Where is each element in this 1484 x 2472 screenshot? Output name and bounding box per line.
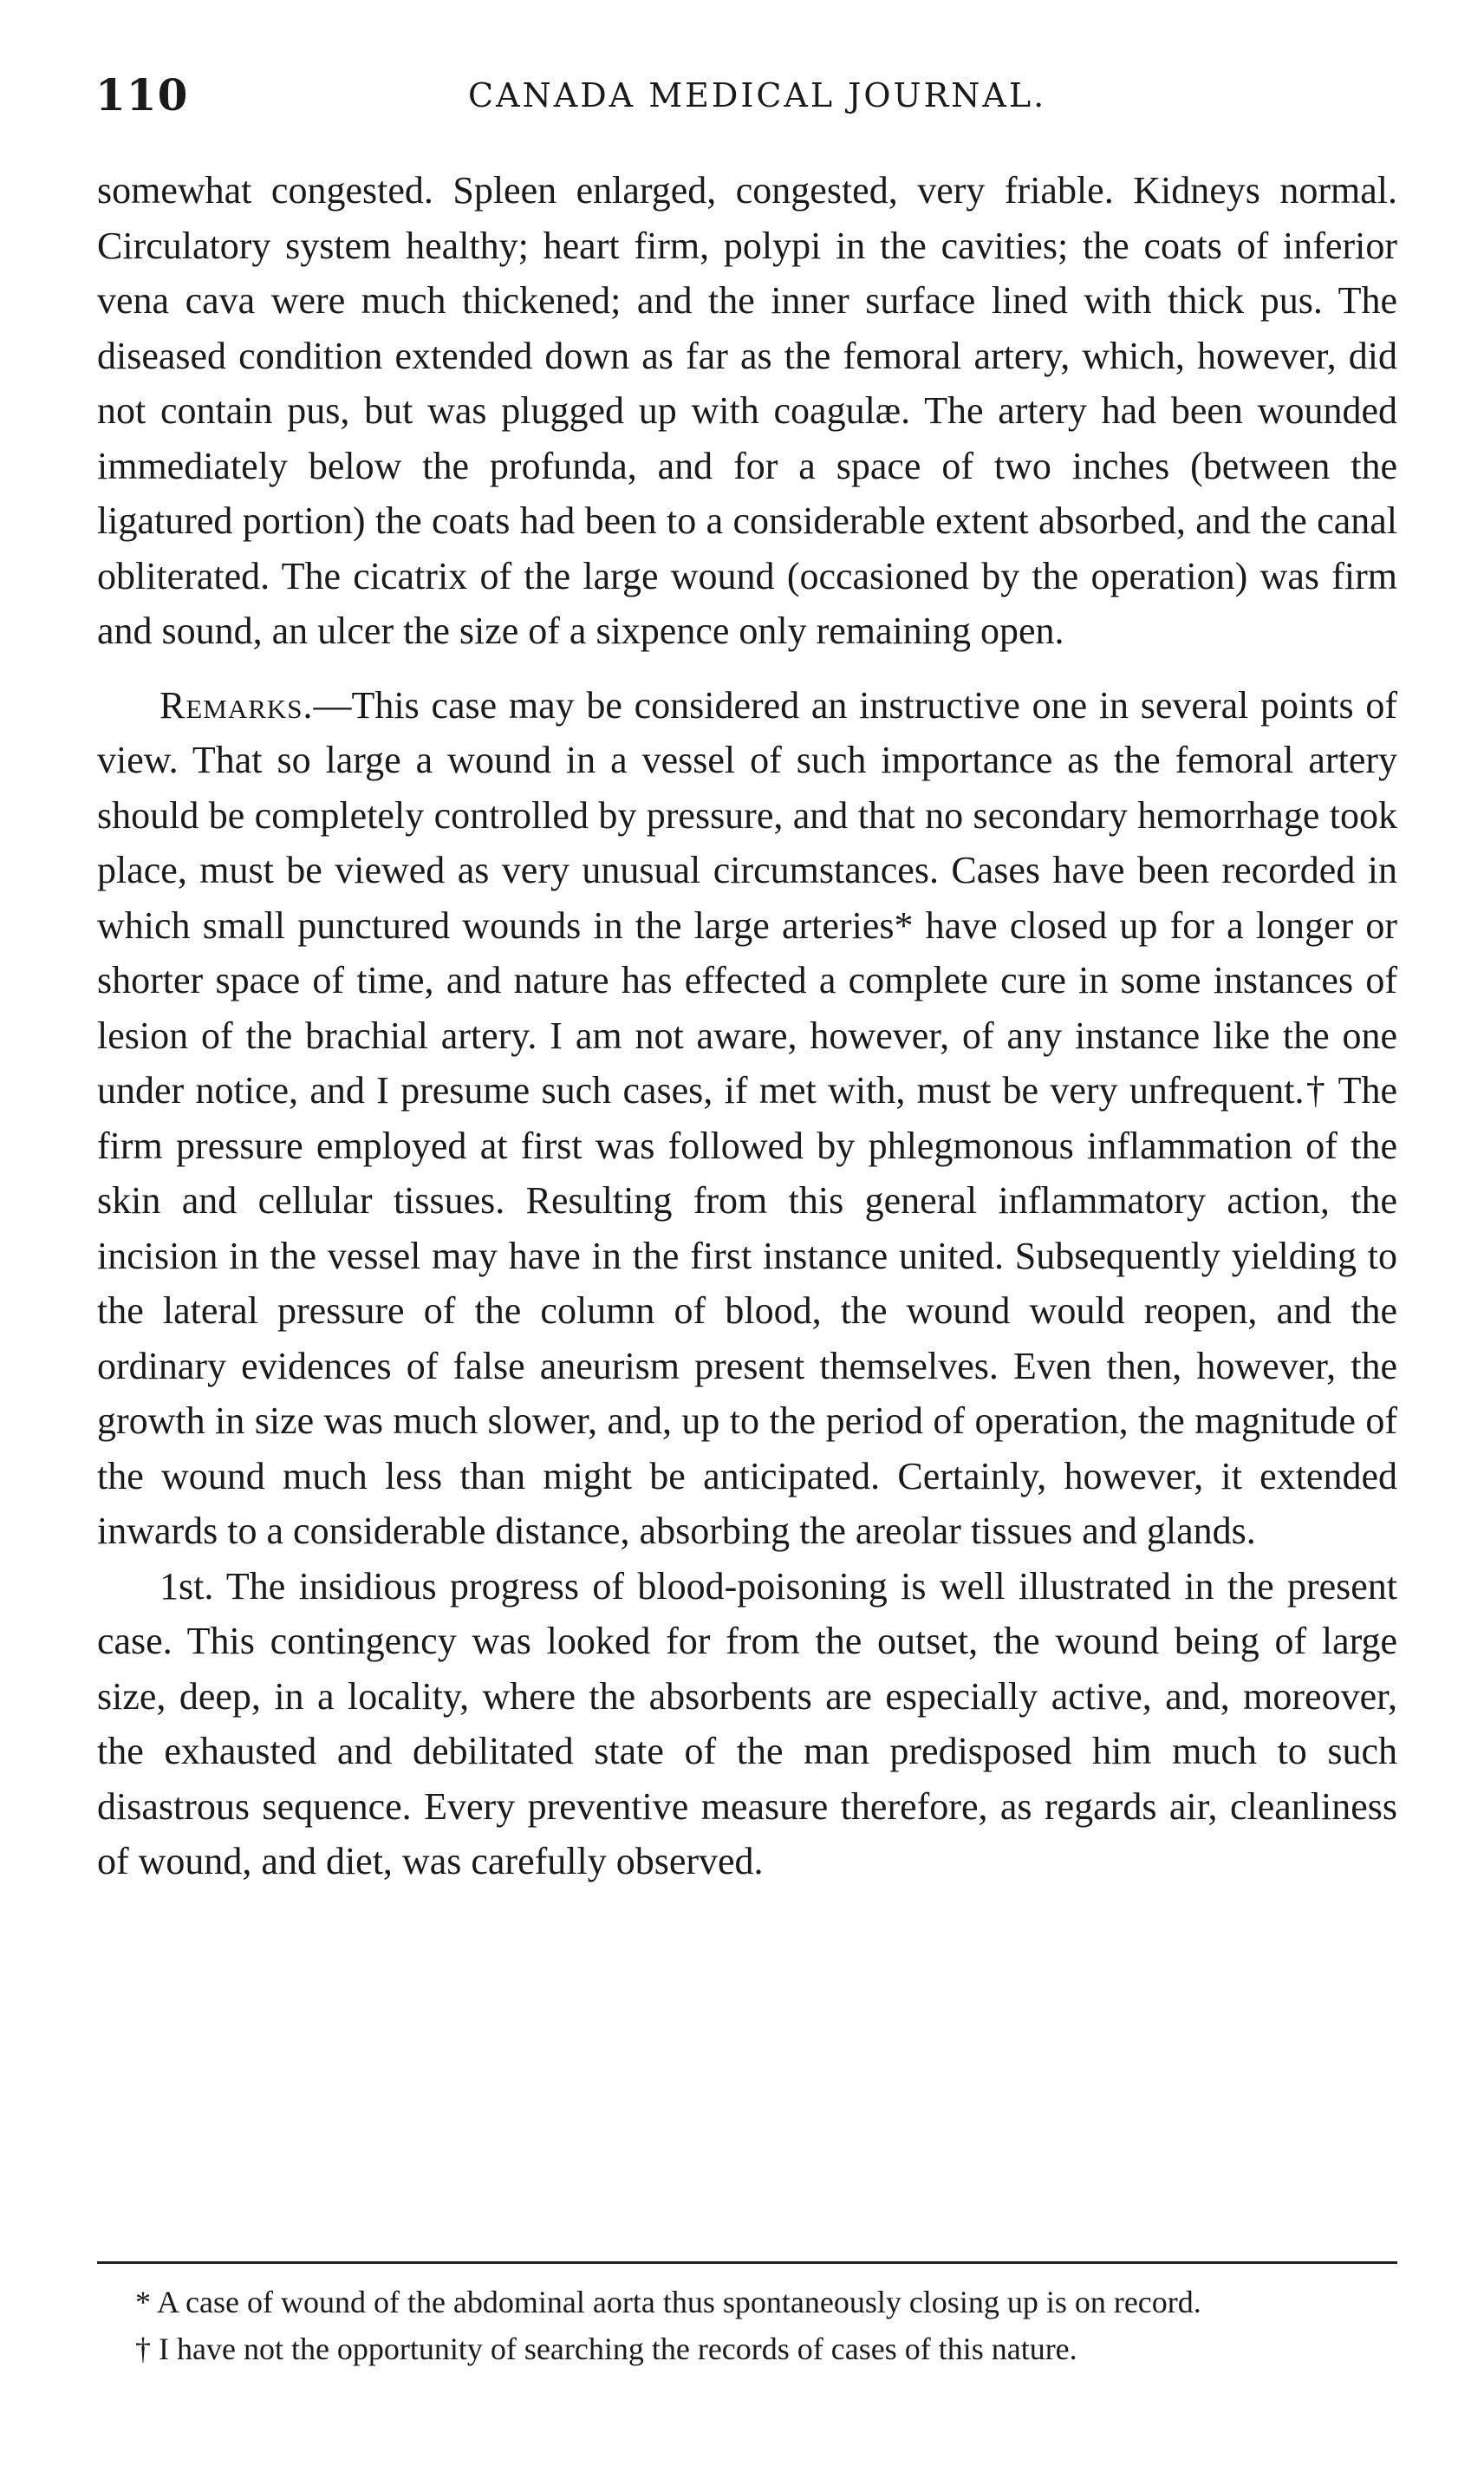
paragraph-autopsy: somewhat congested. Spleen enlarged, congested, very friable. Kidneys normal. Circulatory system healthy; heart firm, polypi in the cavities; the coats of inferior vena cava were much thickened; and the inner surface lined with thick pus. The diseased condition extended down as far as the femoral artery, which, however, did not contain pus, but was plugged up with coagulæ. The artery had been wounded immediately below the profunda, and for a space of two inches (between the ligatured portion) the coats had been to a considerable extent absorbed, and the canal obliterated. The cicatrix of the large wound (occasioned by the operation) was firm and sound, an ulcer the size of a sixpence only remaining open. bbox=[97, 169, 1397, 652]
running-head bbox=[95, 69, 1396, 130]
footnotes bbox=[97, 2279, 1397, 2372]
page-number: 110 bbox=[95, 69, 189, 121]
paragraph-remarks bbox=[97, 678, 1397, 1559]
journal-title: CANADA MEDICAL JOURNAL. bbox=[468, 76, 1047, 114]
footnote-aorta: * A case of wound of the abdominal aorta thus spontaneously closing up is on record. bbox=[135, 2285, 1201, 2319]
remarks-text: —This case may be considered an instructive one in several points of view. That so large a wound in a vessel of such importance as the femoral artery should be completely controlled by pressure, and that no secondary hemorrhage took place, must be viewed as very unusual circumstances. Cases have been recorded in which small punctured wounds in the large arteries* have closed up for a longer or shorter space of time, and nature has effected a complete cure in some instances of lesion of the brachial artery. I am not aware, however, of any instance like the one under notice, and I presume such cases, if met with, must be very unfrequent.† The firm pressure employed at first was followed by phlegmonous inflammation of the skin and cellular tissues. Resulting from this general inflammatory action, the incision in the vessel may have in the first instance united. Subsequently yielding to the lateral pressure of the column of blood, the wound would reopen, and the ordinary evidences of false aneurism present themselves. Even then, however, the growth in size was much slower, and, up to the period of operation, the magnitude of the wound much less than might be anticipated. Certainly, however, it extended inwards to a considerable distance, absorbing the areolar tissues and glands. bbox=[97, 683, 1397, 1552]
footnote-records: † I have not the opportunity of searching the records of cases of this nature. bbox=[135, 2332, 1077, 2366]
remarks-label: Remarks. bbox=[159, 683, 314, 727]
body-text bbox=[97, 163, 1397, 1889]
paragraph-first-point: 1st. The insidious progress of blood-poisoning is well illustrated in the present case. This contingency was looked for from the outset, the wound being of large size, deep, in a locality, where the absorbents are especially active, and, moreover, the exhausted and debilitated state of the man predisposed him much to such disastrous sequence. Every preventive measure therefore, as regards air, cleanliness of wound, and diet, was carefully observed. bbox=[97, 1564, 1397, 1882]
footnote-rule bbox=[97, 2261, 1397, 2264]
